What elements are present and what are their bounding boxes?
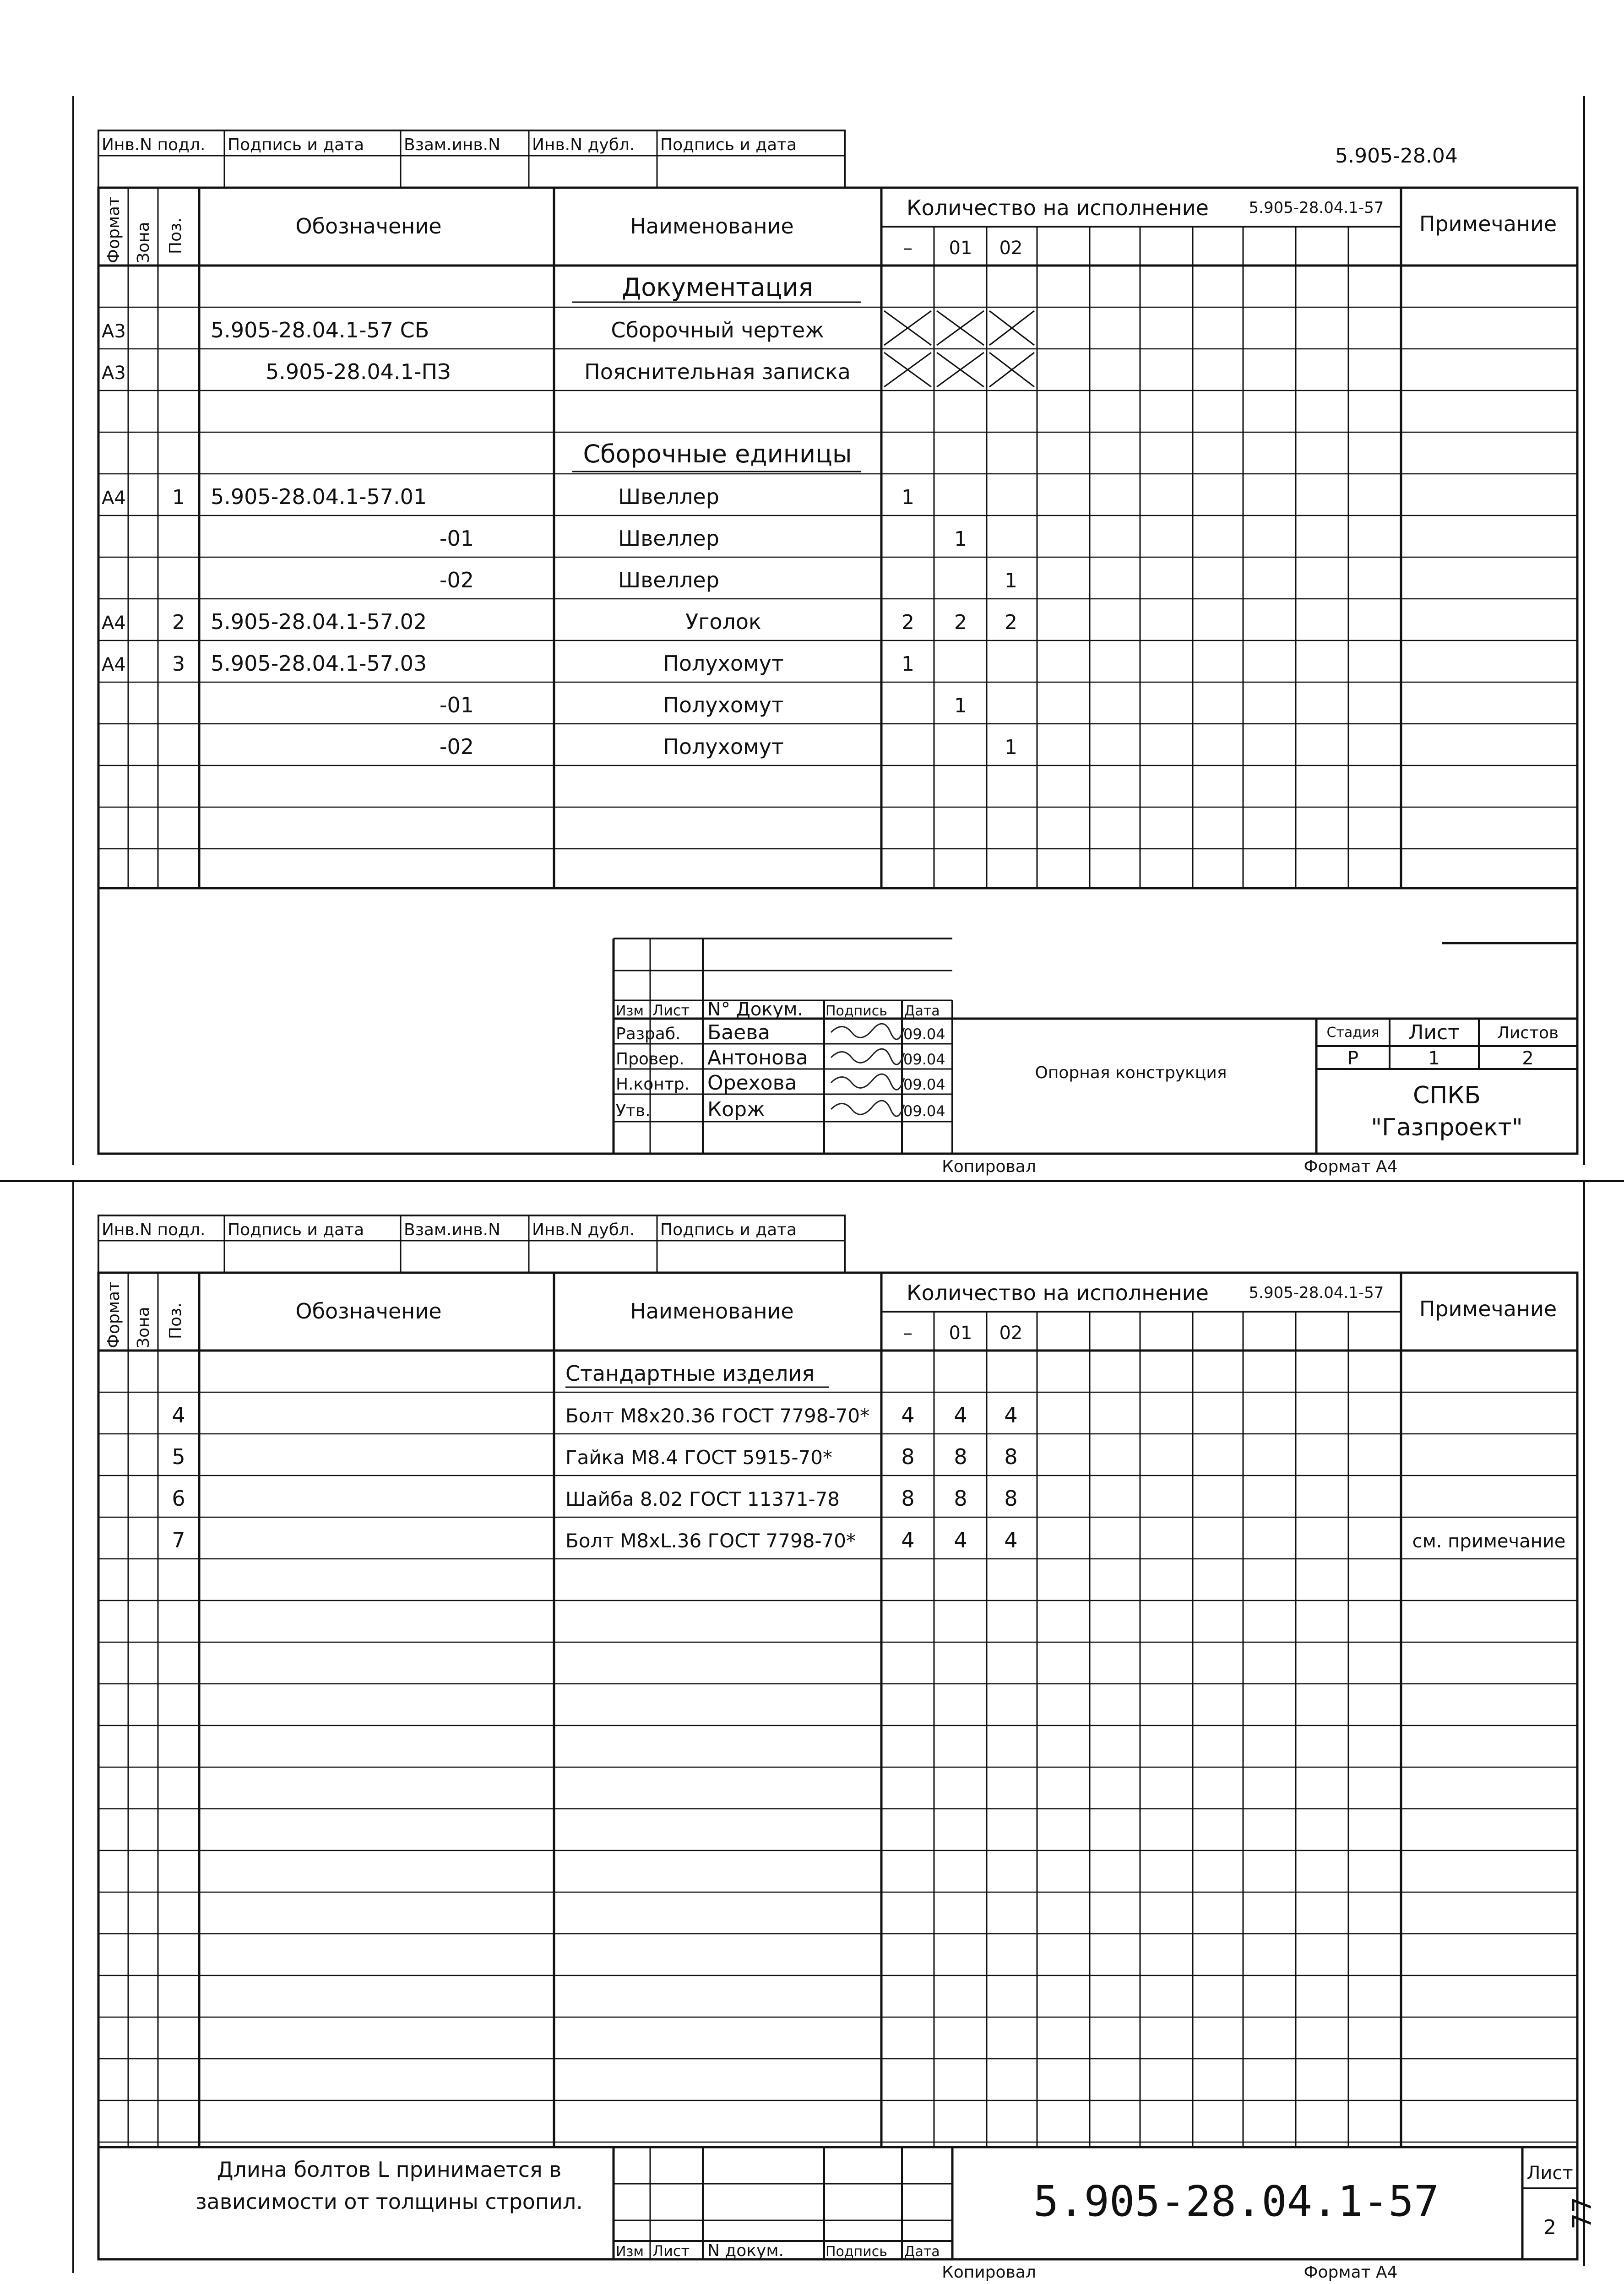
- header-pos: Поз.: [166, 217, 185, 254]
- cell-designation: -02: [439, 734, 474, 759]
- cell-note: см. примечание: [1412, 1531, 1566, 1552]
- cell-name: Стандартные изделия: [565, 1361, 815, 1386]
- header-note: Примечание: [1419, 1297, 1557, 1321]
- header-qty-col: –: [903, 1323, 912, 1344]
- stamp-label: Инв.N дубл.: [532, 1221, 635, 1239]
- cell-qty: 1: [902, 486, 914, 509]
- header-qty-col: 01: [949, 238, 972, 259]
- cell-qty: 2: [1005, 611, 1017, 634]
- stamp-label: Подпись и дата: [228, 136, 364, 154]
- tb-col-label: N докум.: [707, 2241, 784, 2260]
- tb-col-label: Лист: [652, 2242, 690, 2260]
- signer-date: 09.04: [903, 1051, 945, 1068]
- cell-format: А3: [102, 363, 126, 384]
- signer-date: 09.04: [903, 1025, 945, 1043]
- document-code: 5.905-28.04.1-57: [1033, 2177, 1439, 2226]
- stamp-label: Подпись и дата: [660, 136, 797, 154]
- cell-designation: 5.905-28.04.1-57.02: [211, 609, 427, 634]
- cell-pos: 7: [172, 1528, 185, 1552]
- signer-name: Орехова: [707, 1071, 797, 1095]
- signer-date: 09.04: [903, 1102, 945, 1120]
- header-designation: Обозначение: [295, 214, 442, 239]
- signer-role: Н.контр.: [616, 1075, 690, 1094]
- sheet-value: 1: [1428, 1048, 1440, 1069]
- header-zone: Зона: [134, 1307, 153, 1348]
- cell-format: А4: [102, 654, 126, 675]
- title-block-1: [614, 939, 1577, 1154]
- cell-qty: 8: [954, 1444, 967, 1469]
- stamp-label: Инв.N дубл.: [532, 136, 635, 154]
- cell-qty: 4: [954, 1403, 967, 1427]
- header-qty-col: –: [903, 238, 912, 259]
- cell-qty: 1: [1005, 736, 1017, 759]
- cell-name: Сборочный чертеж: [611, 318, 824, 342]
- header-qty: Количество на исполнение: [907, 1280, 1209, 1305]
- cell-designation: 5.905-28.04.1-ПЗ: [266, 359, 451, 384]
- signer-role: Утв.: [616, 1101, 651, 1120]
- cell-qty: 8: [1004, 1444, 1018, 1469]
- cell-qty: 4: [901, 1403, 915, 1427]
- signer-name: Баева: [707, 1021, 771, 1044]
- cell-format: А4: [102, 613, 126, 634]
- cell-pos: 4: [172, 1403, 185, 1427]
- header-designation: Обозначение: [295, 1299, 442, 1324]
- header-zone: Зона: [134, 222, 153, 263]
- remark-line: Длина болтов L принимается в: [217, 2157, 562, 2182]
- stage-value: Р: [1347, 1048, 1359, 1069]
- signature-mark: [831, 1101, 904, 1116]
- org-name: "Газпроект": [1371, 1114, 1523, 1141]
- cell-name: Сборочные единицы: [583, 439, 852, 468]
- cell-name: Полухомут: [663, 734, 784, 759]
- tb-col-label: N° Докум.: [707, 999, 804, 1020]
- cell-qty: 8: [1004, 1486, 1018, 1511]
- cell-name: Документация: [622, 273, 813, 302]
- stamp-label: Инв.N подл.: [102, 1221, 206, 1239]
- cell-qty: 1: [954, 527, 967, 551]
- footer-copied: Копировал: [942, 2263, 1036, 2282]
- header-pos: Поз.: [166, 1302, 185, 1339]
- remark-line: зависимости от толщины стропил.: [196, 2189, 583, 2214]
- spec-table-2: [98, 1273, 1577, 2259]
- signer-name: Корж: [707, 1098, 765, 1121]
- cell-name: Швеллер: [618, 526, 719, 551]
- cell-qty: 8: [954, 1486, 967, 1511]
- tb-col-label: Подпись: [826, 2244, 887, 2260]
- org-name: СПКБ: [1412, 1082, 1481, 1109]
- sheet-label: Лист: [1526, 2163, 1573, 2184]
- tb-col-label: Дата: [904, 2244, 940, 2260]
- cell-pos: 5: [172, 1444, 185, 1469]
- header-format: Формат: [104, 1281, 123, 1348]
- title-block-2: [196, 2147, 1577, 2260]
- cell-pos: 2: [172, 611, 185, 634]
- tb-col-label: Дата: [904, 1003, 940, 1019]
- header-qty-code: 5.905-28.04.1-57: [1249, 199, 1384, 217]
- stage-label: Стадия: [1326, 1025, 1380, 1041]
- header-qty-col: 02: [999, 1323, 1023, 1344]
- cell-name: Полухомут: [663, 651, 784, 676]
- cell-name: Болт М8х20.36 ГОСТ 7798-70*: [565, 1405, 870, 1427]
- sheets-label: Листов: [1497, 1024, 1559, 1042]
- document-code-top: 5.905-28.04: [1335, 144, 1458, 168]
- tb-col-label: Изм: [616, 1003, 644, 1019]
- cell-qty: 8: [901, 1486, 915, 1511]
- tb-col-label: Подпись: [826, 1003, 887, 1019]
- stamp-strip-2: [98, 1215, 845, 1273]
- cell-qty: 1: [902, 652, 914, 676]
- signer-role: Провер.: [616, 1050, 684, 1069]
- cell-pos: 3: [172, 652, 185, 676]
- header-qty-code: 5.905-28.04.1-57: [1249, 1284, 1384, 1302]
- cell-qty: 2: [954, 611, 967, 634]
- tb-col-label: Лист: [652, 1002, 690, 1019]
- footer-copied: Копировал: [942, 1157, 1036, 1176]
- stamp-label: Взам.инв.N: [404, 136, 501, 154]
- cell-qty: 1: [1005, 569, 1017, 592]
- stamp-label: Взам.инв.N: [404, 1221, 501, 1239]
- header-note: Примечание: [1419, 212, 1557, 236]
- cell-designation: 5.905-28.04.1-57.01: [211, 484, 427, 509]
- cell-designation: 5.905-28.04.1-57 СБ: [211, 318, 429, 342]
- signer-name: Антонова: [707, 1046, 808, 1069]
- tb-col-label: Изм: [616, 2244, 644, 2260]
- cell-designation: -02: [439, 568, 474, 592]
- header-qty: Количество на исполнение: [907, 195, 1209, 220]
- cell-qty: 8: [901, 1444, 915, 1469]
- page-frame: [0, 96, 1624, 2273]
- cell-qty: 2: [902, 611, 914, 634]
- sheet-number: 2: [1543, 2216, 1556, 2239]
- cell-name: Швеллер: [618, 484, 719, 509]
- stamp-strip-1: [98, 130, 845, 188]
- cell-name: Полухомут: [663, 693, 784, 717]
- cell-designation: 5.905-28.04.1-57.03: [211, 651, 427, 676]
- cell-qty: 4: [901, 1528, 915, 1552]
- document-title: Опорная конструкция: [1035, 1063, 1227, 1082]
- cell-qty: 4: [1004, 1403, 1018, 1427]
- header-qty-col: 02: [999, 238, 1023, 259]
- cell-designation: -01: [439, 526, 474, 551]
- header-name: Наименование: [630, 1299, 794, 1324]
- cell-pos: 6: [172, 1486, 185, 1511]
- cell-qty: 1: [954, 694, 967, 717]
- sheets-value: 2: [1522, 1048, 1534, 1069]
- stamp-label: Подпись и дата: [660, 1221, 797, 1239]
- cell-format: А4: [102, 488, 126, 509]
- stamp-label: Подпись и дата: [228, 1221, 364, 1239]
- cell-name: Болт М8хL.36 ГОСТ 7798-70*: [565, 1530, 856, 1552]
- header-name: Наименование: [630, 214, 794, 239]
- header-format: Формат: [104, 196, 123, 263]
- cell-name: Уголок: [685, 609, 761, 634]
- side-page-number: 77: [1568, 2197, 1597, 2230]
- signer-role: Разраб.: [616, 1025, 681, 1043]
- footer-format: Формат А4: [1304, 1157, 1398, 1176]
- footer-format: Формат А4: [1304, 2263, 1398, 2282]
- cell-name: Пояснительная записка: [584, 359, 851, 384]
- sheet-label: Лист: [1408, 1021, 1460, 1044]
- signature-mark: [831, 1049, 904, 1064]
- signature-mark: [831, 1074, 904, 1090]
- cell-designation: -01: [439, 693, 474, 717]
- cell-name: Швеллер: [618, 568, 719, 592]
- cell-name: Шайба 8.02 ГОСТ 11371-78: [565, 1488, 840, 1510]
- cell-pos: 1: [172, 486, 185, 509]
- signer-date: 09.04: [903, 1076, 945, 1093]
- cell-qty: 4: [1004, 1528, 1018, 1552]
- cell-qty: 4: [954, 1528, 967, 1552]
- cell-format: А3: [102, 321, 126, 342]
- cell-name: Гайка М8.4 ГОСТ 5915-70*: [565, 1446, 832, 1469]
- signature-mark: [831, 1024, 904, 1039]
- stamp-label: Инв.N подл.: [102, 136, 206, 154]
- header-qty-col: 01: [949, 1323, 972, 1344]
